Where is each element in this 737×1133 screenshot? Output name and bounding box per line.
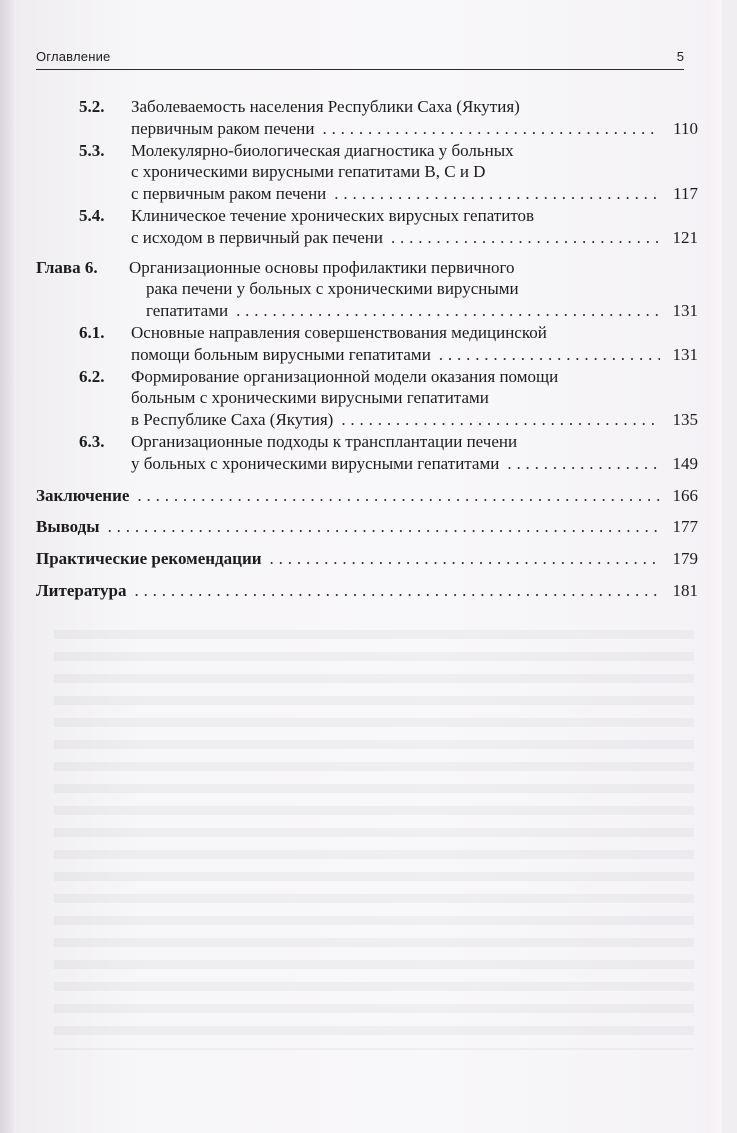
- toc-entry-chapter-6[interactable]: [36, 257, 698, 322]
- toc-entry-6-2[interactable]: [36, 366, 698, 431]
- toc-entry-title-line: больным с хроническими вирусными гепатитами: [131, 388, 489, 408]
- dot-leader: [108, 516, 660, 538]
- running-header: [36, 47, 684, 70]
- toc-page-ref: 149: [672, 453, 698, 473]
- toc-entry-last-line: [131, 183, 698, 205]
- table-of-contents: [36, 96, 698, 602]
- toc-entry-last-line: [146, 300, 698, 322]
- toc-page-ref: 110: [673, 118, 698, 138]
- dot-leader: [334, 183, 660, 205]
- toc-entry-title-line: в Республике Саха (Якутия): [131, 410, 334, 430]
- toc-entry-number: 6.2.: [79, 366, 105, 386]
- toc-entry-number: 6.3.: [79, 431, 105, 451]
- toc-entry-label: Практические рекомендации: [36, 549, 262, 569]
- running-header-title: Оглавление: [36, 49, 111, 64]
- toc-entry-label: Заключение: [36, 485, 130, 505]
- dot-leader: [137, 485, 660, 507]
- toc-page-ref: 179: [672, 549, 698, 569]
- page-edge-right: [707, 0, 722, 1133]
- toc-entry-literature[interactable]: [36, 580, 698, 602]
- toc-page-ref: 181: [672, 580, 698, 600]
- toc-entry-6-1[interactable]: [36, 322, 698, 366]
- toc-entry-title-line: Организационные основы профилактики первичного: [129, 257, 515, 277]
- toc-entry-6-3[interactable]: [36, 431, 698, 475]
- toc-page-ref: 135: [672, 410, 698, 430]
- toc-entry-last-line: [131, 227, 698, 249]
- reverse-side-bleed: [54, 630, 694, 1050]
- toc-entry-5-2[interactable]: [36, 96, 698, 140]
- toc-entry-title-line: помощи больным вирусными гепатитами: [131, 344, 431, 364]
- toc-entry-title-line: рака печени у больных с хроническими вирусными: [146, 279, 519, 299]
- toc-entry-title-line: Клиническое течение хронических вирусных гепатитов: [131, 205, 535, 225]
- dot-leader: [236, 300, 660, 322]
- toc-entry-title-line: Молекулярно-биологическая диагностика у больных: [131, 140, 514, 160]
- toc-entry-title-line: гепатитами: [146, 301, 229, 321]
- toc-page-ref: 131: [672, 344, 698, 364]
- toc-entry-last-line: [131, 118, 698, 140]
- toc-entry-title-line: у больных с хроническими вирусными гепатитами: [131, 453, 500, 473]
- toc-entry-last-line: [36, 516, 698, 538]
- book-page: [14, 0, 722, 1133]
- toc-entry-title-line: с хроническими вирусными гепатитами B, C и D: [131, 162, 486, 182]
- toc-page-ref: 121: [672, 227, 698, 247]
- toc-entry-title-line: с первичным раком печени: [131, 184, 327, 204]
- toc-entry-last-line: [36, 580, 698, 602]
- toc-entry-label: Литература: [36, 580, 127, 600]
- toc-page-ref: 117: [673, 184, 698, 204]
- toc-page-ref: 177: [672, 517, 698, 537]
- toc-entry-label: Выводы: [36, 517, 100, 537]
- toc-entry-5-4[interactable]: [36, 205, 698, 249]
- toc-entry-last-line: [36, 548, 698, 570]
- toc-entry-last-line: [36, 485, 698, 507]
- dot-leader: [439, 344, 660, 366]
- toc-entry-title-line: первичным раком печени: [131, 118, 315, 138]
- toc-entry-conclusion[interactable]: [36, 485, 698, 507]
- toc-entry-title-line: Формирование организационной модели оказания помощи: [131, 366, 559, 386]
- toc-page-ref: 166: [672, 485, 698, 505]
- dot-leader: [322, 118, 660, 140]
- page-number: 5: [676, 49, 684, 64]
- toc-entry-number: 5.3.: [79, 140, 105, 160]
- toc-entry-last-line: [131, 344, 698, 366]
- dot-leader: [341, 409, 660, 431]
- toc-entry-findings[interactable]: [36, 516, 698, 538]
- toc-entry-number: 6.1.: [79, 322, 105, 342]
- dot-leader: [391, 227, 660, 249]
- toc-entry-title-line: Заболеваемость населения Республики Саха (Якутия): [131, 97, 520, 116]
- toc-entry-recommendations[interactable]: [36, 548, 698, 570]
- toc-entry-last-line: [131, 409, 698, 431]
- toc-page-ref: 131: [672, 301, 698, 321]
- dot-leader: [507, 453, 660, 475]
- toc-entry-title-line: Основные направления совершенствования медицинской: [131, 322, 547, 342]
- page-gutter-left: [0, 0, 14, 1133]
- toc-entry-last-line: [131, 453, 698, 475]
- toc-entry-number: 5.2.: [79, 97, 105, 116]
- toc-chapter-number: Глава 6.: [36, 257, 98, 277]
- dot-leader: [134, 580, 660, 602]
- toc-entry-number: 5.4.: [79, 205, 105, 225]
- dot-leader: [270, 548, 660, 570]
- toc-entry-title-line: Организационные подходы к трансплантации печени: [131, 431, 518, 451]
- toc-entry-5-3[interactable]: [36, 140, 698, 205]
- toc-entry-title-line: с исходом в первичный рак печени: [131, 227, 383, 247]
